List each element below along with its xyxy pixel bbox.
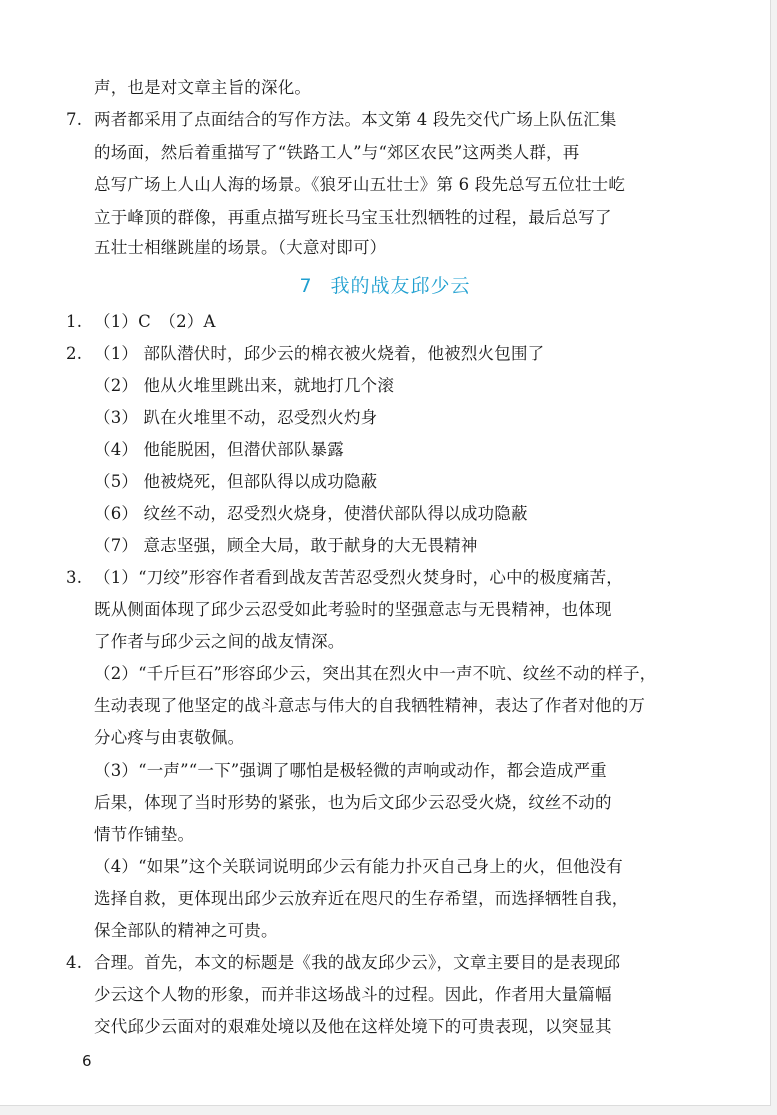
text-line: 保全部队的精神之可贵。 [94, 921, 278, 940]
text-line: 7. 两者都采用了点面结合的写作方法。本文第 4 段先交代广场上队伍汇集 [66, 110, 617, 129]
text-line: 4. 合理。首先，本文的标题是《我的战友邱少云》，文章主要目的是表现邱 [66, 953, 621, 972]
text-line: 既从侧面体现了邱少云忍受如此考验时的坚强意志与无畏精神，也体现 [94, 600, 612, 619]
text-line: （5） 他被烧死，但部队得以成功隐蔽 [94, 472, 378, 491]
page-number: 6 [82, 1052, 92, 1070]
text-line: （2） 他从火堆里跳出来，就地打几个滚 [94, 376, 395, 395]
text-line: 生动表现了他坚定的战斗意志与伟大的自我牺牲精神，表达了作者对他的万 [94, 696, 646, 715]
item-number: 4. [66, 953, 83, 972]
text-line: （6） 纹丝不动，忍受烈火烧身，使潜伏部队得以成功隐蔽 [94, 504, 528, 523]
text-line: 总写广场上人山人海的场景。《狼牙山五壮士》第 6 段先总写五位壮士屹 [94, 175, 626, 194]
text-line: 五壮士相继跳崖的场景。（大意对即可） [94, 238, 387, 257]
text-line: 2. （1） 部队潜伏时，邱少云的棉衣被火烧着，他被烈火包围了 [66, 344, 545, 363]
item-number: 3. [66, 568, 83, 587]
text-line: 后果，体现了当时形势的紧张，也为后文邱少云忍受火烧，纹丝不动的 [94, 793, 612, 812]
text-line: 1. （1）C （2）A [66, 312, 216, 331]
text-line: 分心疼与由衷敬佩。 [94, 728, 245, 747]
text-line: 声，也是对文章主旨的深化。 [94, 78, 312, 97]
text-line: 的场面，然后着重描写了“铁路工人”与“郊区农民”这两类人群，再 [94, 143, 580, 162]
text-line: 交代邱少云面对的艰难处境以及他在这样处境下的可贵表现，以突显其 [94, 1017, 612, 1036]
item-number: 2. [66, 344, 83, 363]
text-line: 选择自救，更体现出邱少云放弃近在咫尺的生存希望，而选择牺牲自我， [94, 889, 629, 908]
text-line: 了作者与邱少云之间的战友情深。 [94, 632, 345, 651]
text-line: （3） 趴在火堆里不动，忍受烈火灼身 [94, 408, 378, 427]
item-number: 1. [66, 312, 83, 331]
text-line: 3. （1）“刀绞”形容作者看到战友苦苦忍受烈火焚身时，心中的极度痛苦， [66, 568, 623, 587]
text-line: （4） 他能脱困，但潜伏部队暴露 [94, 440, 344, 459]
item-number: 7. [66, 110, 83, 129]
text-line: 少云这个人物的形象，而并非这场战斗的过程。因此，作者用大量篇幅 [94, 985, 612, 1004]
text-line: 立于峰顶的群像，再重点描写班长马宝玉壮烈牺牲的过程，最后总写了 [94, 208, 612, 227]
text-line: （7） 意志坚强，顾全大局，敢于献身的大无畏精神 [94, 536, 478, 555]
text-line: （2）“千斤巨石”形容邱少云，突出其在烈火中一声不吭、纹丝不动的样子， [94, 664, 657, 683]
section-title: 7 我的战友邱少云 [299, 275, 471, 297]
text-line: （4）“如果”这个关联词说明邱少云有能力扑灭自己身上的火，但他没有 [94, 857, 623, 876]
text-line: 情节作铺垫。 [94, 825, 195, 844]
text-line: （3）“一声”“一下”强调了哪怕是极轻微的声响或动作，都会造成严重 [94, 761, 607, 780]
